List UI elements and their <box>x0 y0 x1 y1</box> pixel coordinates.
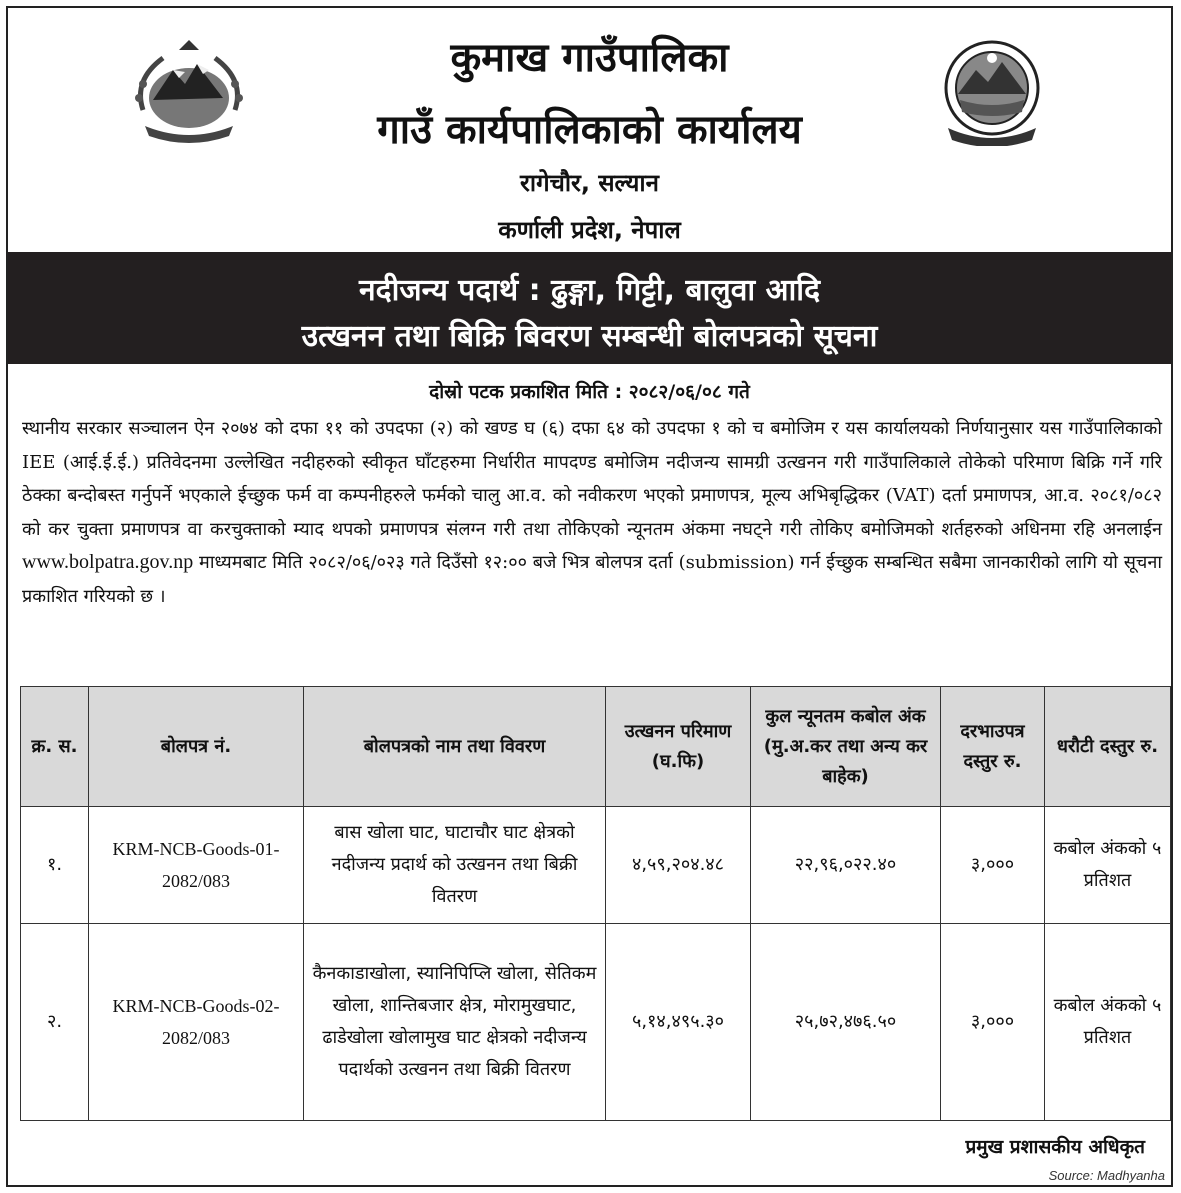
office-name-line1: कुमाख गाउँपालिका <box>450 35 729 81</box>
cell-quantity: ५,१४,४९५.३० <box>606 924 751 1121</box>
table-row <box>21 924 1171 1121</box>
cell-description: बास खोला घाट, घाटाचौर घाट क्षेत्रको नदीजन्य प्रदार्थ को उत्खनन तथा बिक्री वितरण <box>304 807 606 924</box>
body-text-part2: माध्यमबाट मिति २०८२/०६/०२३ गते दिउँसो १२:०० बजे भित्र बोलपत्र दर्ता (submission) गर्न ईच्छुक सम्बन्धित सबैमा जानकारीको लागि यो सूचना प्रकाशित गरियको छ । <box>22 552 1162 607</box>
cell-doc-fee: ३,००० <box>941 807 1045 924</box>
notice-title-line2: उत्खनन तथा बिक्रि बिवरण सम्बन्धी बोलपत्रको सूचना <box>301 319 878 354</box>
col-header-doc-fee: दरभाउपत्र दस्तुर रु. <box>941 687 1045 807</box>
cell-bid-no: KRM-NCB-Goods-02-2082/083 <box>89 924 304 1121</box>
cell-sn: १. <box>21 807 89 924</box>
body-text-part1: स्थानीय सरकार सञ्चालन ऐन २०७४ को दफा ११ को उपदफा (२) को खण्ड घ (६) दफा ६४ को उपदफा १ को च बमोजिम र यस कार्यालयको निर्णयानुसार यस गाउँपालिकाको IEE (आई.ई.ई.) प्रतिवेदनमा उल्लेखित नदीहरुको स्वीकृत घाँटहरुमा निर्धारीत मापदण्ड बमोजिम नदीजन्य सामग्री उत्खनन गरी गाउँपालिकाले तोकेको परिमाण बिक्रि गर्ने गरि ठेक्का बन्दोबस्त गर्नुपर्ने भएकाले ईच्छुक फर्म वा कम्पनीहरुले फर्मको चालु आ.व. को नवीकरण भएको प्रमाणपत्र, मूल्य अभिबृद्धिकर (VAT) दर्ता प्रमाणपत्र, आ.व. २०८१/०८२ को कर चुक्ता प्रमाणपत्र वा करचुक्ताको म्याद थपको प्रमाणपत्र संलग्न गरी तथा तोकिएको न्यूनतम अंकमा नघट्ने गरी तोकिए बमोजिमको शर्तहरुको अधिनमा रहि अनलाईन <box>22 418 1162 540</box>
notice-header <box>8 8 1171 248</box>
signatory-title: प्रमुख प्रशासकीय अधिकृत <box>965 1136 1145 1158</box>
office-address-line1: रागेचौर, सल्यान <box>520 169 659 197</box>
col-header-quantity: उत्खनन परिमाण (घ.फि) <box>606 687 751 807</box>
notice-title-banner <box>8 252 1171 364</box>
table-header-row <box>21 687 1171 807</box>
office-address-line2: कर्णाली प्रदेश, नेपाल <box>498 216 681 244</box>
notice-page <box>6 6 1173 1187</box>
tender-table <box>20 686 1171 1121</box>
col-header-deposit: धरौटी दस्तुर रु. <box>1045 687 1171 807</box>
col-header-sn: क्र. स. <box>21 687 89 807</box>
notice-body <box>22 412 1162 614</box>
table-row <box>21 807 1171 924</box>
cell-min-bid: २५,७२,४७६.५० <box>751 924 941 1121</box>
notice-title-line1: नदीजन्य पदार्थ : ढुङ्गा, गिट्टी, बालुवा आदि <box>358 273 821 308</box>
publication-date: दोस्रो पटक प्रकाशित मिति : २०८२/०६/०८ गते <box>429 381 750 403</box>
cell-doc-fee: ३,००० <box>941 924 1045 1121</box>
col-header-min-bid: कुल न्यूनतम कबोल अंक (मु.अ.कर तथा अन्य कर बाहेक) <box>751 687 941 807</box>
cell-bid-no: KRM-NCB-Goods-01-2082/083 <box>89 807 304 924</box>
col-header-bid-no: बोलपत्र नं. <box>89 687 304 807</box>
bolpatra-link[interactable]: www.bolpatra.gov.np <box>22 551 194 574</box>
cell-quantity: ४,५९,२०४.४८ <box>606 807 751 924</box>
cell-sn: २. <box>21 924 89 1121</box>
cell-description: कैनकाडाखोला, स्यानिपिप्लि खोला, सेतिकम खोला, शान्तिबजार क्षेत्र, मोरामुखघाट, ढाडेखोला खोलामुख घाट क्षेत्रको नदीजन्य पदार्थको उत्खनन तथा बिक्री वितरण <box>304 924 606 1121</box>
office-name-line2: गाउँ कार्यपालिकाको कार्यालय <box>377 107 802 153</box>
cell-deposit: कबोल अंकको ५ प्रतिशत <box>1045 807 1171 924</box>
col-header-description: बोलपत्रको नाम तथा विवरण <box>304 687 606 807</box>
cell-min-bid: २२,९६,०२२.४० <box>751 807 941 924</box>
source-credit: Source: Madhyanha <box>1048 1168 1165 1183</box>
cell-deposit: कबोल अंकको ५ प्रतिशत <box>1045 924 1171 1121</box>
